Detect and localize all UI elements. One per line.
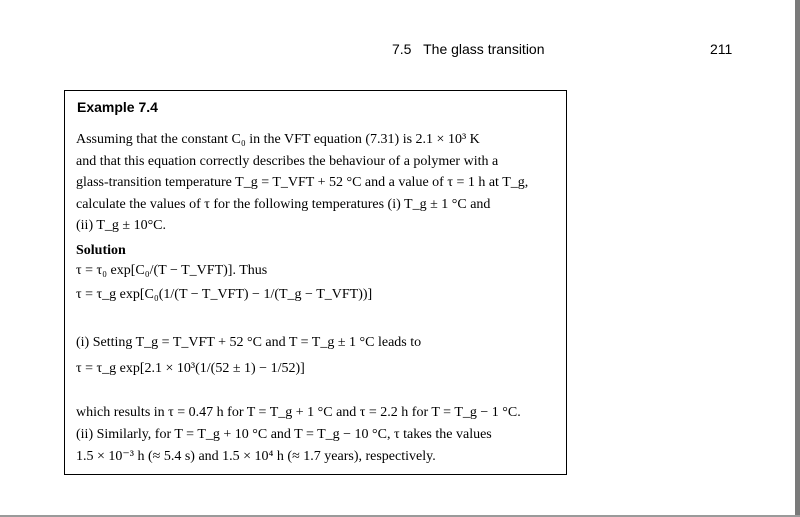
result-2-line-1: (ii) Similarly, for T = T_g + 10 °C and T = T_g − 10 °C, τ takes the values (76, 427, 492, 442)
solution-line: τ = τ₀ exp[C₀/(T − T_VFT)]. Thus (76, 263, 268, 278)
example-title: Example 7.4 (77, 99, 158, 115)
equation-1: τ = τ_g exp[C₀(1/(T − T_VFT) − 1/(T_g − T_VFT))] (76, 287, 373, 302)
result-2-line-2: 1.5 × 10⁻³ h (≈ 5.4 s) and 1.5 × 10⁴ h (≈ 1.7 years), respectively. (76, 449, 436, 464)
problem-line: (ii) T_g ± 10°C. (76, 218, 167, 233)
problem-line: Assuming that the constant C₀ in the VFT equation (7.31) is 2.1 × 10³ K (76, 132, 480, 147)
problem-line: and that this equation correctly describes the behaviour of a polymer with a (76, 153, 499, 169)
page-number: 211 (710, 41, 733, 57)
problem-line: calculate the values of τ for the following temperatures (i) T_g ± 1 °C and (76, 196, 491, 212)
step-1: (i) Setting T_g = T_VFT + 52 °C and T = T_g ± 1 °C leads to (76, 335, 422, 350)
problem-statement (76, 129, 562, 237)
solution-heading: Solution (76, 243, 126, 258)
section-title: The glass transition (423, 41, 545, 57)
result-1: which results in τ = 0.47 h for T = T_g + 1 °C and τ = 2.2 h for T = T_g − 1 °C. (76, 405, 521, 420)
example-box (64, 90, 567, 475)
viewer-right-edge (795, 0, 800, 517)
problem-line: glass-transition temperature T_g = T_VFT + 52 °C and a value of τ = 1 h at T_g, (76, 175, 529, 190)
section-number: 7.5 (392, 41, 412, 57)
equation-2: τ = τ_g exp[2.1 × 10³(1/(52 ± 1) − 1/52)] (76, 361, 305, 376)
running-head (392, 41, 545, 57)
